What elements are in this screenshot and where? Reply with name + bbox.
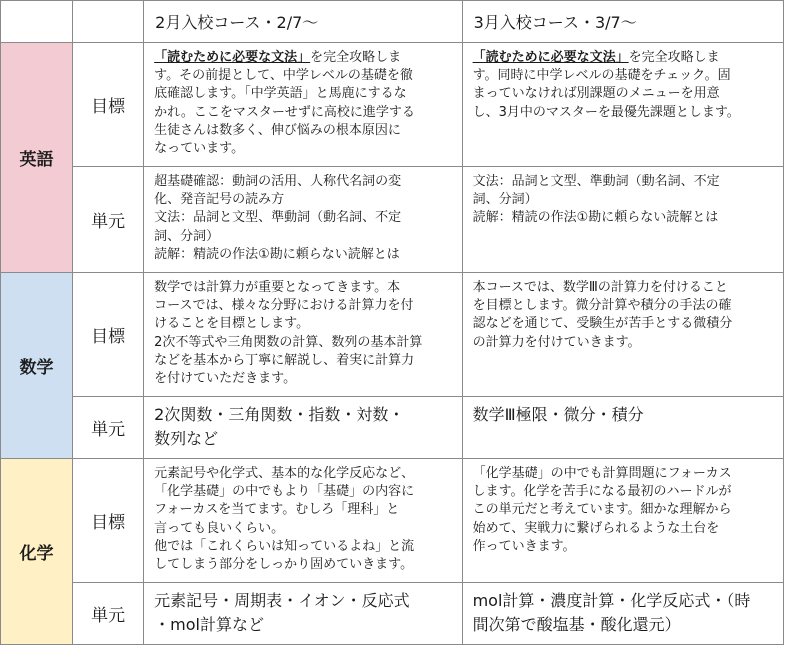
math-goal-mar — [462, 273, 783, 397]
math-unit-feb — [144, 397, 462, 459]
mar-course-heading: 3月入校コース・3/7〜 — [462, 1, 783, 43]
text-line: を完全攻略しま — [310, 50, 402, 65]
emphasis-text: 「読むために必要な文法」 — [472, 50, 629, 65]
chemistry-goal-mar — [462, 459, 783, 583]
text-line: 作っていきます。 — [472, 538, 576, 554]
goal-label: 目標 — [73, 273, 144, 397]
text-line: 2次不等式や三角関数の計算、数列の基本計算 — [154, 334, 423, 350]
text-line: フォーカスを当てます。むしろ「理科」と — [154, 502, 400, 518]
text-line: 他では「これくらいは知っているよね」と流 — [154, 538, 415, 554]
unit-label: 単元 — [73, 167, 144, 273]
text-line: ・mol計算など — [154, 615, 264, 634]
text-line: などを基本から丁寧に解説し、着実に計算力 — [154, 352, 415, 368]
corner-cell — [1, 1, 73, 43]
text-line: す。同時に中学レベルの基礎をチェック。固 — [472, 68, 731, 84]
text-line: 数列など — [154, 429, 219, 448]
text-line: 詞、分詞） — [472, 192, 538, 208]
text-line: す。その前提として、中学レベルの基礎を徹 — [154, 68, 413, 84]
text-line: 超基礎確認：動詞の活用、人称代名詞の変 — [154, 174, 402, 189]
chemistry-unit-row — [1, 583, 784, 645]
english-unit-row — [1, 167, 784, 273]
text-line: を完全攻略しま — [628, 50, 720, 65]
text-line: 数学では計算力が重要となってきます。本 — [154, 280, 401, 295]
english-unit-mar — [462, 167, 783, 273]
english-goal-row — [1, 43, 784, 167]
emphasis-text: 「読むために必要な文法」 — [154, 50, 311, 65]
text-line: 認などを通じて、受験生が苦手とする微積分 — [472, 316, 733, 332]
text-line: mol計算・濃度計算・化学反応式・（時 — [472, 591, 751, 610]
text-line: 本コースでは、数学Ⅲの計算力を付けること — [472, 280, 728, 295]
text-line: けることを目標とします。 — [154, 316, 310, 332]
math-unit-mar — [462, 397, 783, 459]
text-line: かれ。ここをマスターせずに高校に進学する — [154, 104, 415, 120]
text-line: 元素記号や化学式、基本的な化学反応など、 — [154, 466, 415, 481]
text-line: なっています。 — [154, 141, 245, 157]
header-row — [1, 1, 784, 43]
subject-chemistry: 化学 — [1, 459, 73, 645]
subject-math: 数学 — [1, 273, 73, 459]
text-line: 文法：品詞と文型、準動詞（動名詞、不定 — [472, 174, 720, 189]
text-line: を目標とします。微分計算や積分の手法の確 — [472, 298, 732, 314]
text-line: 言っても良いくらい。 — [154, 520, 285, 536]
corner-cell-2 — [73, 1, 144, 43]
chemistry-unit-feb — [144, 583, 462, 645]
chemistry-goal-row — [1, 459, 784, 583]
math-goal-row — [1, 273, 784, 397]
math-unit-row — [1, 397, 784, 459]
english-goal-feb — [144, 43, 462, 167]
goal-label: 目標 — [73, 459, 144, 583]
text-line: 「化学基礎」の中でもより「基礎」の内容に — [154, 484, 415, 500]
text-line: 化、発音記号の読み方 — [154, 192, 285, 208]
text-line: 読解：精読の作法①勘に頼らない読解とは — [472, 210, 719, 226]
text-line: 文法：品詞と文型、準動詞（動名詞、不定 — [154, 210, 402, 226]
unit-label: 単元 — [73, 583, 144, 645]
text-line: 始めて、実戦力に繋げられるような土台を — [472, 520, 720, 536]
text-line: し、3月中のマスターを最優先課題とします。 — [472, 104, 740, 120]
text-line: 「化学基礎」の中でも計算問題にフォーカス — [472, 466, 732, 481]
text-line: の計算力を付けていきます。 — [472, 334, 641, 350]
math-goal-feb — [144, 273, 462, 397]
text-line: この単元だと考えています。細かな理解から — [472, 502, 732, 518]
text-line: コースでは、様々な分野における計算力を付 — [154, 298, 414, 314]
chemistry-unit-mar — [462, 583, 783, 645]
text-line: 間次第で酸塩基・酸化還元） — [472, 615, 681, 634]
english-goal-mar — [462, 43, 783, 167]
subject-english: 英語 — [1, 43, 73, 273]
text-line: を付けていただきます。 — [154, 371, 297, 387]
text-line: 数学Ⅲ極限・微分・積分 — [472, 405, 644, 424]
text-line: 底確認します。「中学英語」と馬鹿にするな — [154, 86, 407, 102]
chemistry-goal-feb — [144, 459, 462, 583]
text-line: 2次関数・三角関数・指数・対数・ — [154, 405, 405, 424]
text-line: してしまう部分をしっかり固めていきます。 — [154, 557, 414, 573]
text-line: します。化学を苦手になる最初のハードルが — [472, 484, 732, 500]
english-unit-feb — [144, 167, 462, 273]
feb-course-heading: 2月入校コース・2/7〜 — [144, 1, 462, 43]
text-line: 生徒さんは数多く、伸び悩みの根本原因に — [154, 122, 401, 138]
text-line: 読解：精読の作法①勘に頼らない読解とは — [154, 246, 400, 262]
text-line: 詞、分詞） — [154, 228, 220, 244]
goal-label: 目標 — [73, 43, 144, 167]
text-line: まっていなければ別課題のメニューを用意 — [472, 86, 720, 102]
unit-label: 単元 — [73, 397, 144, 459]
text-line: 元素記号・周期表・イオン・反応式 — [154, 591, 410, 610]
